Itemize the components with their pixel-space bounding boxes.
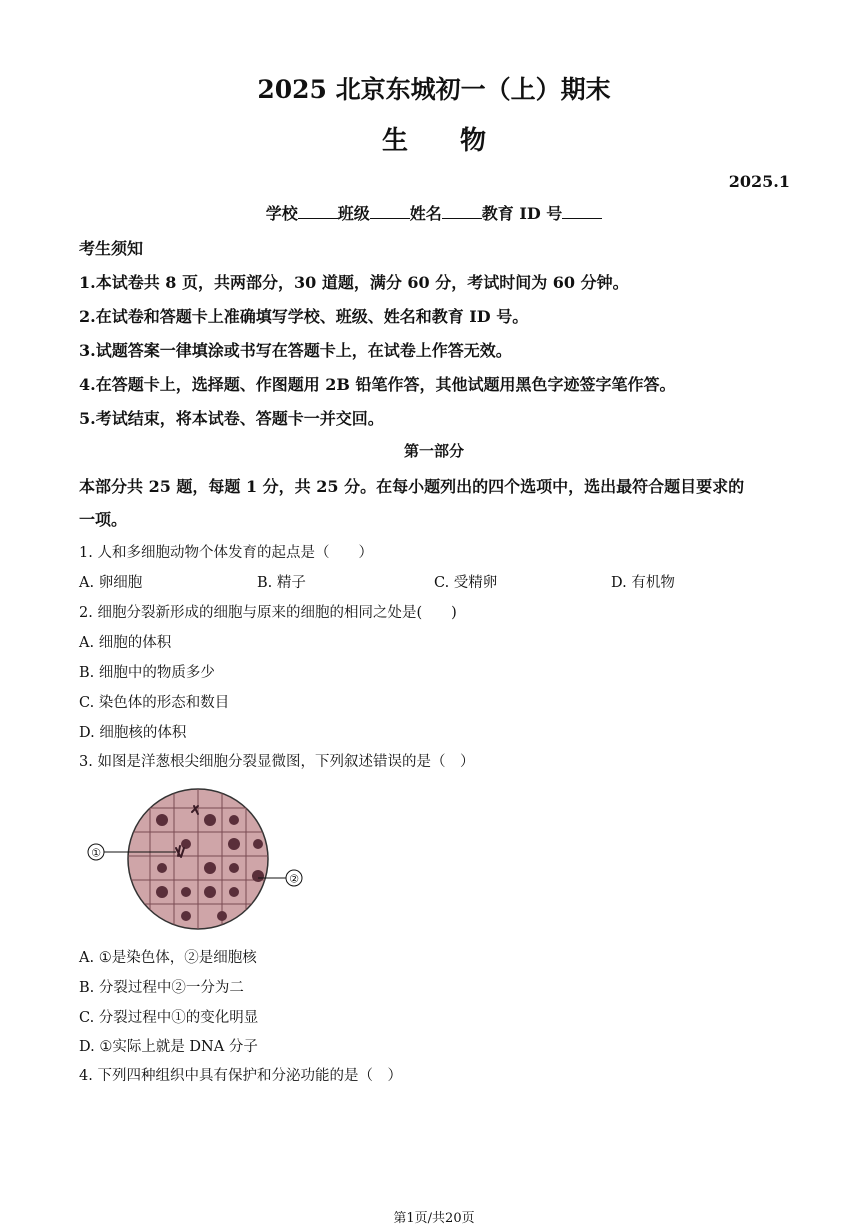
notice-item: 4.在答题卡上，选择题、作图题用 2B 铅笔作答，其他试题用黑色字迹签字笔作答。: [79, 375, 676, 394]
question-3-stem: 3. 如图是洋葱根尖细胞分裂显微图，下列叙述错误的是（ ）: [79, 754, 475, 770]
notice-item: 2.在试卷和答题卡上准确填写学校、班级、姓名和教育 ID 号。: [79, 307, 529, 326]
question-3-option-b: B. 分裂过程中②一分为二: [79, 980, 244, 996]
question-2-stem: 2. 细胞分裂新形成的细胞与原来的细胞的相同之处是( ): [79, 605, 457, 621]
question-1-option-b: B. 精子: [257, 575, 306, 591]
part1-instructions-cont: 一项。: [79, 510, 128, 529]
student-info-line: [0, 201, 868, 224]
notice-item: 1.本试卷共 8 页，共两部分，30 道题，满分 60 分，考试时间为 60 分钟。: [79, 273, 629, 292]
question-3-option-c: C. 分裂过程中①的变化明显: [79, 1010, 259, 1026]
question-1-option-c: C. 受精卵: [434, 575, 498, 591]
part1-heading: 第一部分: [403, 442, 464, 460]
subject-title: 生 物: [381, 126, 486, 156]
question-2-option-a: A. 细胞的体积: [79, 635, 172, 651]
field-class-blank: [370, 204, 410, 219]
page-footer: 第1页/共20页: [393, 1211, 475, 1226]
field-name-label: 姓名: [409, 204, 442, 223]
question-3-option-d: D. ①实际上就是 DNA 分子: [79, 1039, 258, 1055]
exam-title: 2025 北京东城初一（上）期末: [257, 75, 611, 104]
notice-item: 5.考试结束，将本试卷、答题卡一并交回。: [79, 409, 384, 428]
question-1-option-d: D. 有机物: [611, 575, 675, 591]
question-2-option-d: D. 细胞核的体积: [79, 725, 187, 741]
exam-date: 2025.1: [728, 172, 790, 191]
field-school-label: 学校: [265, 204, 298, 223]
figure-label-2: ②: [289, 872, 299, 886]
notice-heading: 考生须知: [79, 239, 144, 258]
question-1-option-a: A. 卵细胞: [79, 575, 143, 591]
part1-instructions: 本部分共 25 题，每题 1 分，共 25 分。在每小题列出的四个选项中，选出最符合题目要求的: [79, 477, 745, 496]
question-3-option-a: A. ①是染色体，②是细胞核: [79, 950, 257, 966]
field-name-blank: [442, 204, 482, 219]
field-id-label: 教育 ID 号: [481, 204, 563, 223]
field-id-blank: [562, 204, 602, 219]
onion-root-tip-micrograph: [80, 788, 310, 933]
question-2-option-b: B. 细胞中的物质多少: [79, 665, 215, 681]
question-1-stem: 1. 人和多细胞动物个体发育的起点是（ ）: [79, 545, 373, 561]
figure-label-1: ①: [91, 846, 101, 860]
field-class-label: 班级: [337, 204, 370, 223]
question-4-stem: 4. 下列四种组织中具有保护和分泌功能的是（ ）: [79, 1068, 402, 1084]
notice-item: 3.试题答案一律填涂或书写在答题卡上，在试卷上作答无效。: [79, 341, 512, 360]
question-2-option-c: C. 染色体的形态和数目: [79, 695, 230, 711]
field-school-blank: [298, 204, 338, 219]
